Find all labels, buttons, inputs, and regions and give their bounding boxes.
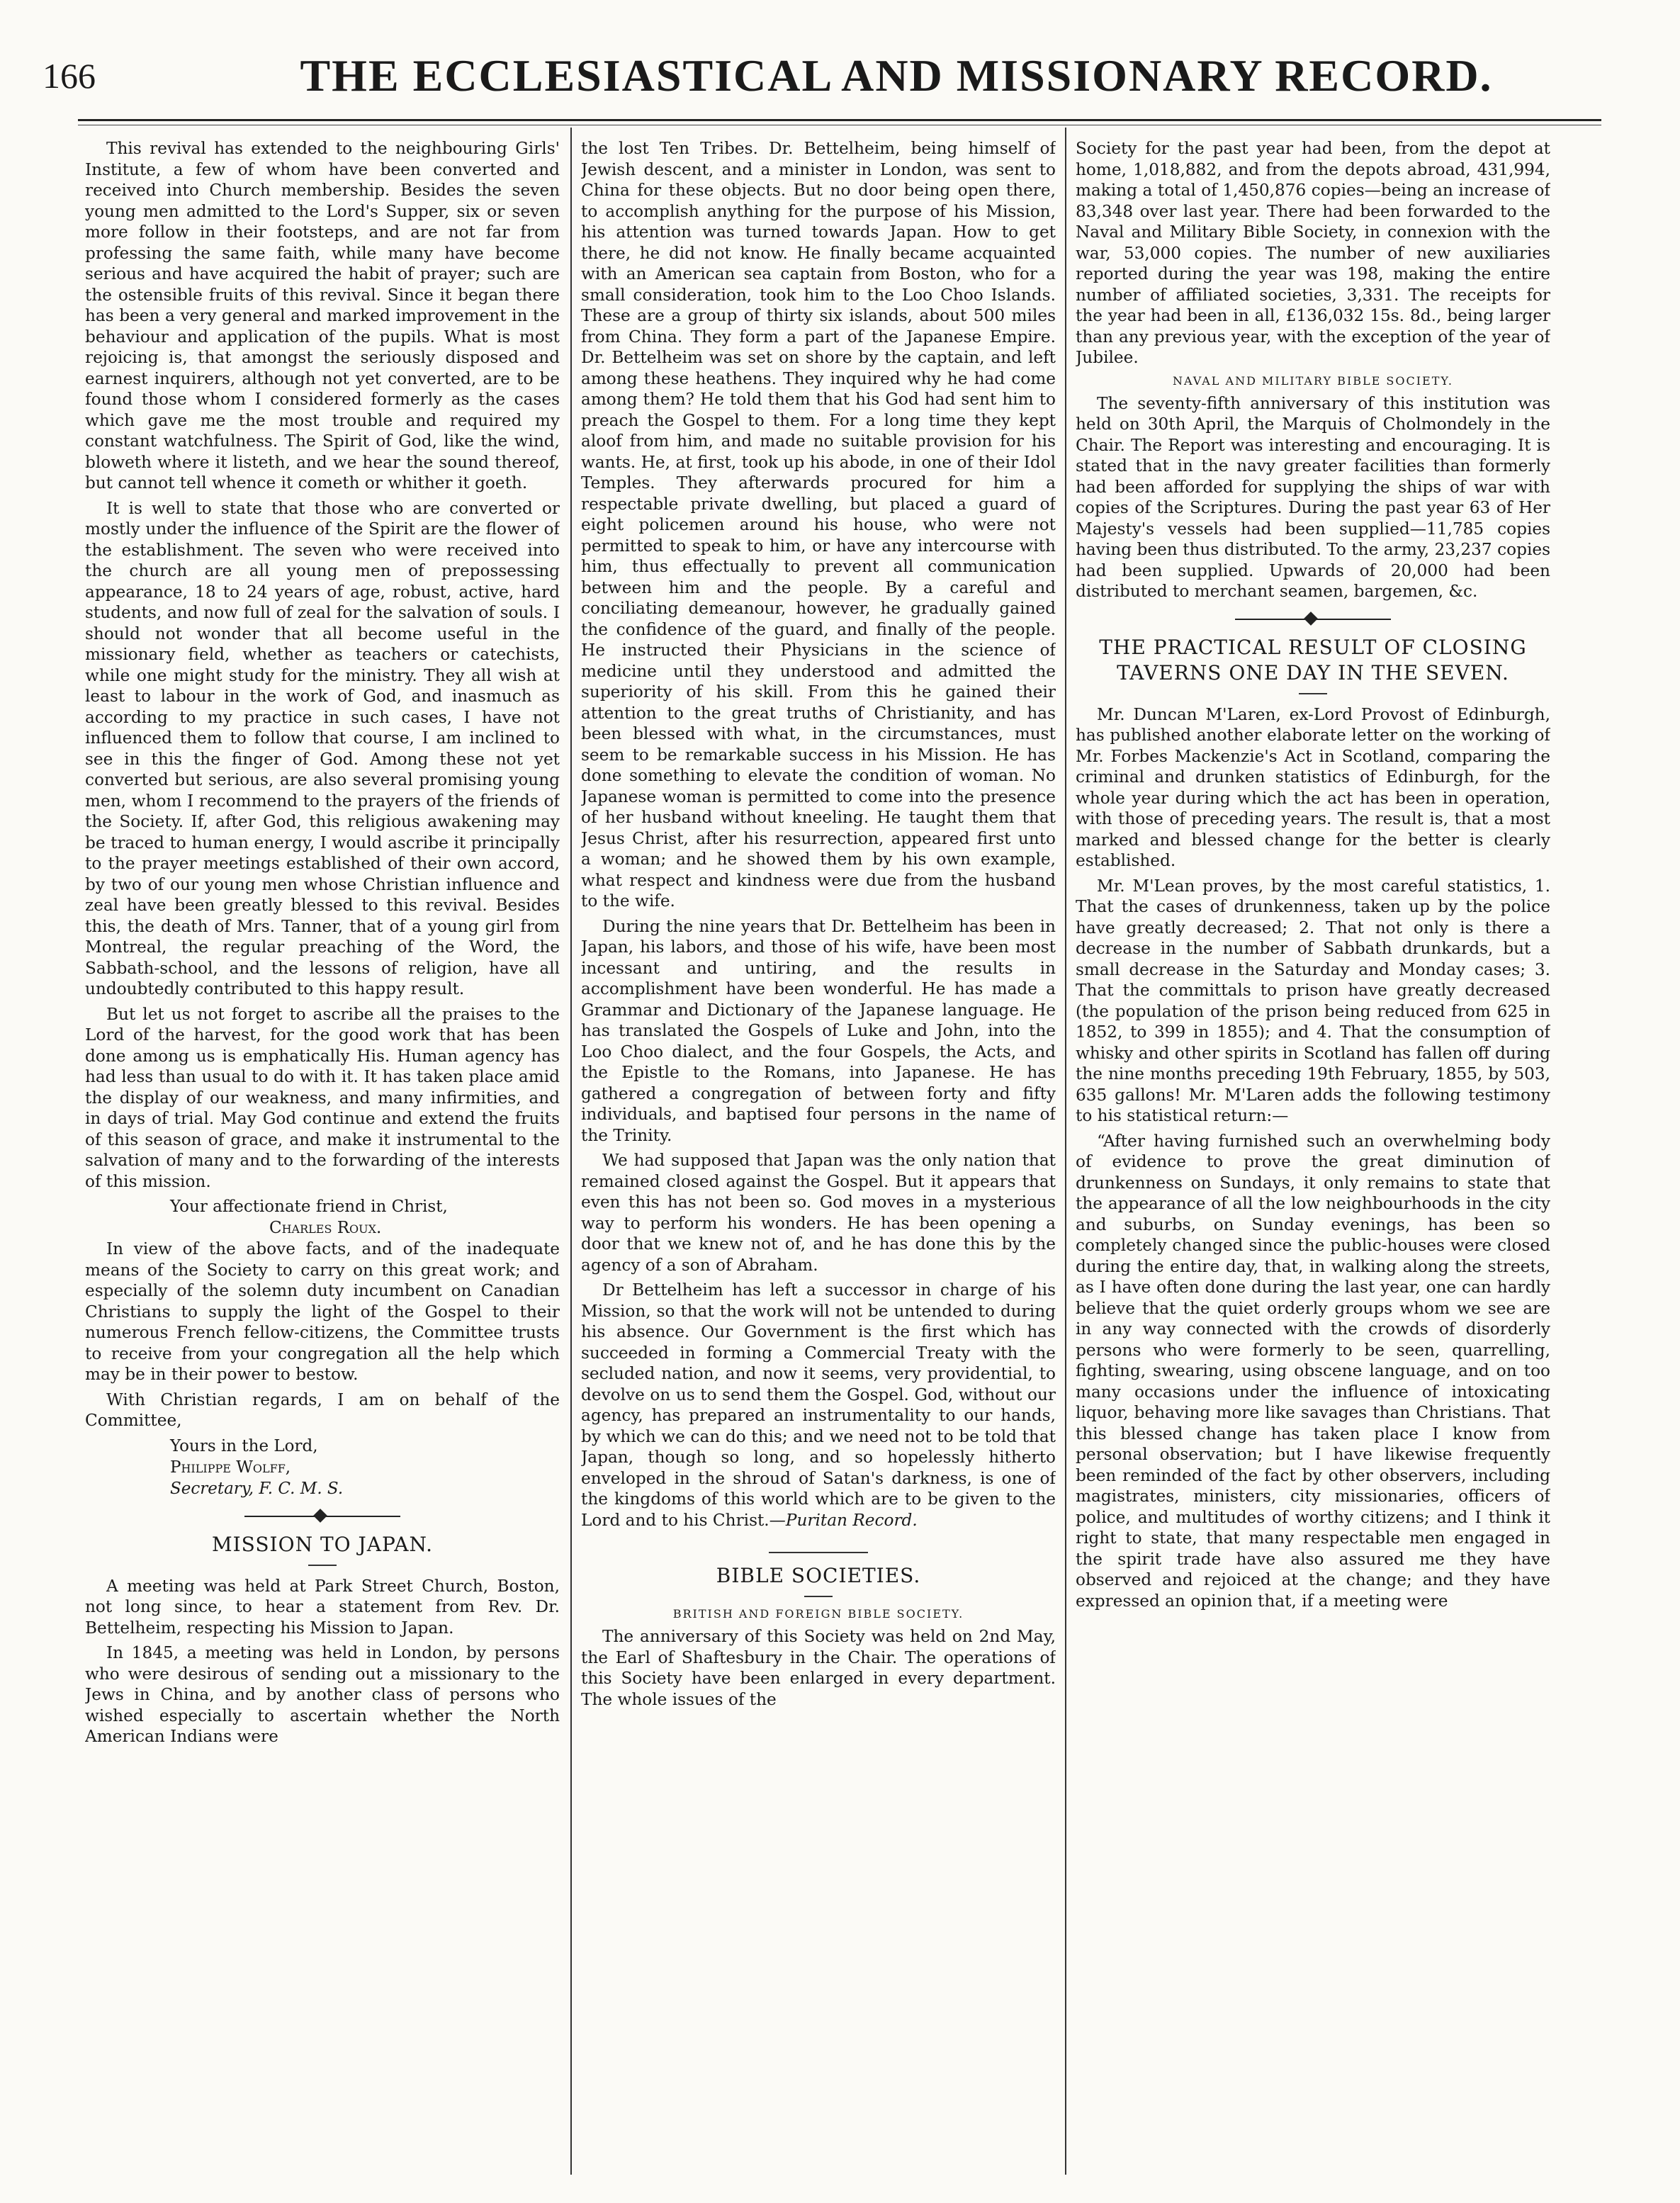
paragraph: With Christian regards, I am on behalf of the Committee, [85, 1390, 560, 1430]
paragraph: During the nine years that Dr. Bettelheim has been in Japan, his labors, and those of his wife, have been most incessant and untiring, and the results in accomplishment have been wonderful. He has made a Grammar and Dictionary of the Japanese language. He has translated the Gospels of Luke and John, into the Loo Choo dialect, and the four Gospels, the Acts, and the Epistle to the Romans, into Japanese. He has gathered a congregation of between forty and fifty individuals, and baptised four persons in the name of the Trinity. [581, 916, 1056, 1145]
paragraph: A meeting was held at Park Street Church, Boston, not long since, to hear a statement from Rev. Dr. Bettelheim, respecting his Mission to Japan. [85, 1576, 560, 1638]
signature-title: Secretary, F. C. M. S. [170, 1479, 344, 1498]
paragraph: In 1845, a meeting was held in London, by persons who were desirous of sending out a missionary to the Jews in China, and by another class of persons who wished especially to ascertain whether the North American Indians were [85, 1643, 560, 1746]
paragraph: the lost Ten Tribes. Dr. Bettelheim, being himself of Jewish descent, and a minister in London, was sent to China for these objects. But no door being open there, to accomplish anything for the purpose of his Mission, his attention was turned towards Japan. How to get there, he did not know. He finally became acquainted with an American sea captain from Boston, who for a small consideration, took him to the Loo Choo Islands. These are a group of thirty six islands, about 500 miles from China. They form a part of the Japanese Empire. Dr. Bettelheim was set on shore by the captain, and left among these heathens. They inquired why he had come among them? He told them that his God had sent him to preach the Gospel to them. For a long time they kept aloof from him, and made no suitable provision for his wants. He, at first, took up his abode, in one of their Idol Temples. They afterwards procured for him a respectable private dwelling, but placed a guard of eight policemen around his house, who were not permitted to speak to him, or have any intercourse with him, thus effectually to prevent all communication between him and the people. By a careful and conciliating demeanour, however, he gradually gained the confidence of the guard, and finally of the people. He instructed their Physicians in the science of medicine until they understood and admitted the superiority of his skill. From this he gained their attention to the great truths of Christianity, and has been blessed with what, in the circumstances, must seem to be remarkable success in his Mission. He has done something to elevate the condition of woman. No Japanese woman is permitted to come into the presence of her husband without kneeling. He taught them that Jesus Christ, after his resurrection, appeared first unto a woman; and he showed them by his own example, what respect and kindness were due from the husband to the wife. [581, 139, 1056, 911]
column-middle [581, 138, 1056, 2182]
column-right [1076, 138, 1550, 2182]
header-rule-thick [78, 119, 1601, 121]
paragraph: But let us not forget to ascribe all the praises to the Lord of the harvest, for the good work that has been done among us is emphatically His. Human agency has had less than usual to do with it. It has taken place amid the display of our weakness, and many infirmities, and in days of trial. May God continue and extend the fruits of this season of grace, and make it instrumental to the salvation of many and to the forwarding of the interests of this mission. [85, 1004, 560, 1191]
journal-title: THE ECCLESIASTICAL AND MISSIONARY RECORD. [300, 50, 1493, 101]
section-heading: MISSION TO JAPAN. [211, 1532, 434, 1556]
section-rule [769, 1552, 868, 1553]
section-ornament [244, 1511, 400, 1522]
column-divider [1065, 128, 1066, 2175]
paragraph: We had supposed that Japan was the only nation that remained closed against the Gospel. But it appears that even this has not been so. God moves in a mysterious way to perform his wonders. He has been opening a door that we knew not of, and he has done this by the agency of a son of Abraham. [581, 1151, 1056, 1275]
page-header [43, 48, 1644, 119]
column-divider [570, 128, 572, 2175]
letter-signature: Philippe Wolff, [170, 1458, 291, 1477]
column-left [85, 138, 560, 2182]
paragraph: Society for the past year had been, from the depot at home, 1,018,882, and from the depots abroad, 431,994, making a total of 1,450,876 copies—being an increase of 83,348 over last year. There had been forwarded to the Naval and Military Bible Society, in connexion with the war, 53,000 copies. The number of new auxiliaries reported during the year was 198, making the entire number of affiliated societies, 3,331. The receipts for the year had been in all, £136,032 15s. 8d., being larger than any previous year, with the exception of the year of Jubilee. [1076, 139, 1550, 367]
section-heading: BIBLE SOCIETIES. [716, 1564, 921, 1587]
paragraph: This revival has extended to the neighbouring Girls' Institute, a few of whom have been converted and received into Church membership. Besides the seven young men admitted to the Lord's Supper, six or seven more follow in their footsteps, and are not far from professing the same faith, while many have become serious and have acquired the habit of prayer; such are the ostensible fruits of this revival. Since it began there has been a very general and marked improvement in the behaviour and application of the pupils. What is most rejoicing is, that amongst the seriously disposed and earnest inquirers, although not yet converted, are to be found those whom I considered formerly as the cases which gave me the most trouble and required my constant watchfulness. The Spirit of God, like the wind, bloweth where it listeth, and we hear the sound thereof, but cannot tell whence it cometh or whither it goeth. [85, 139, 560, 492]
paragraph: Mr. Duncan M'Laren, ex-Lord Provost of Edinburgh, has published another elaborate letter on the working of Mr. Forbes Mackenzie's Act in Scotland, comparing the criminal and drunken statistics of Edinburgh, for the whole year during which the act has been in operation, with those of preceding years. The result is, that a most marked and blessed change for the better is clearly established. [1076, 704, 1550, 870]
section-heading: THE PRACTICAL RESULT OF CLOSING TAVERNS ONE DAY IN THE SEVEN. [1099, 635, 1527, 684]
heading-rule [1299, 693, 1327, 694]
paragraph: The anniversary of this Society was held on 2nd May, the Earl of Shaftesbury in the Chair. The operations of this Society have been enlarged in every department. The whole issues of the [581, 1627, 1056, 1709]
subsection-heading: BRITISH AND FOREIGN BIBLE SOCIETY. [672, 1607, 964, 1621]
section-ornament [1235, 614, 1391, 625]
heading-rule [804, 1596, 833, 1597]
paragraph: “After having furnished such an overwhelming body of evidence to prove the great diminution of drunkenness on Sundays, it only remains to state that the appearance of all the low neighbourhoods in the city and suburbs, on Sunday evenings, has been so completely changed since the public-houses were closed during the entire day, that, in walking along the streets, as I have often done during the last year, one can hardly believe that the quiet orderly groups whom we see are in any way connected with the crowds of disorderly persons who were formerly to be seen, quarrelling, fighting, swearing, using obscene language, and on too many occasions under the influence of intoxicating liquor, behaving more like savages than Christians. That this blessed change has taken place I know from personal observation; but I have likewise frequently been reminded of the fact by other observers, including magistrates, ministers, city missionaries, officers of police, and multitudes of worthy citizens; and I think it right to state, that many respectable men engaged in the spirit trade have also assured me they have observed and rejoiced at the change; and they have expressed an opinion that, if a meeting were [1076, 1131, 1550, 1611]
page-number: 166 [43, 56, 96, 96]
letter-closing: Your affectionate friend in Christ, [170, 1198, 448, 1216]
source-citation: Puritan Record. [785, 1510, 918, 1530]
paragraph-text: Dr Bettelheim has left a successor in charge of his Mission, so that the work will not be untended to during his absence. Our Government is the first which has succeeded in forming a Commercial Treaty with the secluded nation, and now it seems, very providential, to devolve on us to send them the Gospel. God, without our agency, has prepared an instrumentality to our hands, by which we can do this; and we need not to be told that Japan, though so long, and so hopelessly hitherto enveloped in the shroud of Satan's darkness, is one of the kingdoms of this world which are to be given to the Lord and to his Christ.— [581, 1280, 1056, 1530]
subsection-heading: NAVAL AND MILITARY BIBLE SOCIETY. [1173, 373, 1453, 388]
paragraph: The seventy-fifth anniversary of this institution was held on 30th April, the Marquis of Cholmondely in the Chair. The Report was interesting and encouraging. It is stated that in the navy greater facilities than formerly had been afforded for supplying the ships of war with copies of the Scriptures. During the past year 63 of Her Majesty's vessels had been supplied—11,785 copies having been thus distributed. To the army, 23,237 copies had been supplied. Upwards of 20,000 had been distributed to merchant seamen, bargemen, &c. [1076, 393, 1550, 601]
letter-closing: Yours in the Lord, [170, 1436, 318, 1455]
paragraph: It is well to state that those who are converted or mostly under the influence of the Spirit are the flower of the establishment. The seven who were received into the church are all young men of prepossessing appearance, 18 to 24 years of age, robust, active, hard students, and now full of zeal for the salvation of souls. I should not wonder that all become useful in the missionary field, whether as teachers or catechists, while one might study for the ministry. They all wish at least to labour in the work of God, and inasmuch as according to my practice in such cases, I have not influenced them to follow that course, I am inclined to see in this the finger of God. Among these not yet converted but serious, are also several promising young men, whom I recommend to the prayers of the friends of the Society. If, after God, this religious awakening may be traced to human energy, I would ascribe it principally to the prayer meetings established of their own accord, by two of our young men whose Christian influence and zeal have been greatly blessed to this revival. Besides this, the death of Mrs. Tanner, that of a young girl from Montreal, the regular preaching of the Word, the Sabbath-school, and the lessons of religion, have all undoubtedly contributed to this happy result. [85, 498, 560, 998]
heading-rule [308, 1565, 337, 1566]
paragraph [581, 1280, 1056, 1531]
paragraph: In view of the above facts, and of the inadequate means of the Society to carry on this great work; and especially of the solemn duty incumbent on Canadian Christians to supply the light of the Gospel to their numerous French fellow-citizens, the Committee trusts to receive from your congregation all the help which may be in their power to bestow. [85, 1239, 560, 1384]
paragraph: Mr. M'Lean proves, by the most careful statistics, 1. That the cases of drunkenness, taken up by the police have greatly decreased; 2. That not only is there a decrease in the number of Sabbath drunkards, but a small decrease in the Saturday and Monday cases; 3. That the committals to prison have greatly decreased (the population of the prison being reduced from 625 in 1852, to 399 in 1855); and 4. That the consumption of whisky and other spirits in Scotland has fallen off during the nine months preceding 19th February, 1855, by 503, 635 gallons! Mr. M'Laren adds the following testimony to his statistical return:— [1076, 876, 1550, 1125]
letter-signature: Charles Roux. [269, 1219, 382, 1237]
